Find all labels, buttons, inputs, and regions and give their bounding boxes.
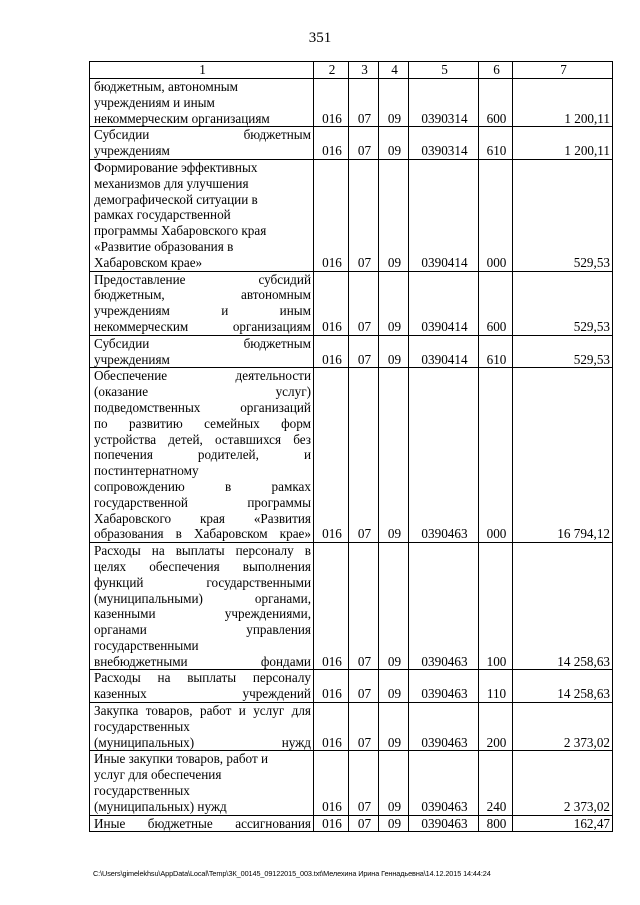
table-row xyxy=(90,815,613,832)
header-cell: 4 xyxy=(379,62,409,79)
row-code-vr-cell: 800 xyxy=(479,815,513,832)
row-code-gr-cell: 016 xyxy=(314,543,349,670)
row-code-pr-cell: 09 xyxy=(379,815,409,832)
row-code-pr-cell: 09 xyxy=(379,543,409,670)
row-code-csr-cell: 0390463 xyxy=(409,815,479,832)
budget-table xyxy=(89,61,613,832)
row-code-pr-cell: 09 xyxy=(379,751,409,815)
row-code-gr-cell: 016 xyxy=(314,271,349,335)
header-cell: 6 xyxy=(479,62,513,79)
row-code-rz-cell: 07 xyxy=(349,815,379,832)
row-code-gr-cell: 016 xyxy=(314,670,349,703)
row-code-csr-cell: 0390314 xyxy=(409,79,479,127)
row-code-pr-cell: 09 xyxy=(379,271,409,335)
row-name-cell: Субсидии бюджетным учреждениям xyxy=(90,335,314,368)
row-code-rz-cell: 07 xyxy=(349,751,379,815)
header-row xyxy=(90,62,613,79)
table-row xyxy=(90,670,613,703)
header-cell: 5 xyxy=(409,62,479,79)
row-code-vr-cell: 610 xyxy=(479,335,513,368)
row-amount-cell: 14 258,63 xyxy=(513,543,613,670)
row-amount-cell: 16 794,12 xyxy=(513,368,613,543)
row-code-gr-cell: 016 xyxy=(314,751,349,815)
row-amount-cell: 1 200,11 xyxy=(513,127,613,160)
table-row xyxy=(90,368,613,543)
table-row xyxy=(90,543,613,670)
row-code-csr-cell: 0390314 xyxy=(409,127,479,160)
row-amount-cell: 14 258,63 xyxy=(513,670,613,703)
row-name-cell: Предоставление субсидий бюджетным, автономным учреждениям и иным некоммерческим организациям xyxy=(90,271,314,335)
row-code-csr-cell: 0390463 xyxy=(409,543,479,670)
row-code-rz-cell: 07 xyxy=(349,271,379,335)
row-code-rz-cell: 07 xyxy=(349,127,379,160)
row-name-cell: бюджетным, автономным учреждениям и иным некоммерческим организациям xyxy=(90,79,314,127)
row-name-cell: Расходы на выплаты персоналу в целях обеспечения выполнения функций государственными (муниципальными) органами, казенными учреждениями, органами управления государственными внебюджетными фондами xyxy=(90,543,314,670)
row-code-vr-cell: 600 xyxy=(479,79,513,127)
row-code-vr-cell: 610 xyxy=(479,127,513,160)
row-code-vr-cell: 110 xyxy=(479,670,513,703)
row-code-csr-cell: 0390463 xyxy=(409,703,479,751)
row-code-gr-cell: 016 xyxy=(314,159,349,271)
table-row xyxy=(90,159,613,271)
row-name-cell: Формирование эффективных механизмов для улучшения демографической ситуации в рамках государственной программы Хабаровского края «Развитие образования в Хабаровском крае» xyxy=(90,159,314,271)
row-name-cell: Закупка товаров, работ и услуг для государственных (муниципальных) нужд xyxy=(90,703,314,751)
row-code-rz-cell: 07 xyxy=(349,335,379,368)
row-name-cell: Расходы на выплаты персоналу казенных учреждений xyxy=(90,670,314,703)
row-name-cell: Иные закупки товаров, работ и услуг для обеспечения государственных (муниципальных) нужд xyxy=(90,751,314,815)
row-code-gr-cell: 016 xyxy=(314,79,349,127)
row-amount-cell: 162,47 xyxy=(513,815,613,832)
table-row xyxy=(90,335,613,368)
row-code-gr-cell: 016 xyxy=(314,335,349,368)
row-code-gr-cell: 016 xyxy=(314,368,349,543)
row-code-vr-cell: 200 xyxy=(479,703,513,751)
row-code-rz-cell: 07 xyxy=(349,159,379,271)
row-amount-cell: 529,53 xyxy=(513,271,613,335)
row-code-rz-cell: 07 xyxy=(349,703,379,751)
row-code-gr-cell: 016 xyxy=(314,703,349,751)
row-code-vr-cell: 000 xyxy=(479,159,513,271)
row-code-pr-cell: 09 xyxy=(379,159,409,271)
row-code-pr-cell: 09 xyxy=(379,127,409,160)
row-code-gr-cell: 016 xyxy=(314,127,349,160)
footer-file-path: C:\Users\gimelekhsu\AppData\Local\Temp\ЗК_00145_09122015_003.txt\Мелехина Ирина Геннадьевна\14.12.2015 14:44:24 xyxy=(93,869,491,878)
row-amount-cell: 1 200,11 xyxy=(513,79,613,127)
row-code-csr-cell: 0390414 xyxy=(409,159,479,271)
row-code-csr-cell: 0390463 xyxy=(409,751,479,815)
row-code-csr-cell: 0390414 xyxy=(409,271,479,335)
row-amount-cell: 2 373,02 xyxy=(513,751,613,815)
row-code-pr-cell: 09 xyxy=(379,335,409,368)
table-row xyxy=(90,79,613,127)
row-code-csr-cell: 0390463 xyxy=(409,670,479,703)
row-code-csr-cell: 0390414 xyxy=(409,335,479,368)
header-cell: 1 xyxy=(90,62,314,79)
row-code-pr-cell: 09 xyxy=(379,79,409,127)
row-code-vr-cell: 240 xyxy=(479,751,513,815)
table-row xyxy=(90,127,613,160)
header-cell: 2 xyxy=(314,62,349,79)
row-name-cell: Субсидии бюджетным учреждениям xyxy=(90,127,314,160)
row-code-rz-cell: 07 xyxy=(349,368,379,543)
header-cell: 3 xyxy=(349,62,379,79)
row-code-rz-cell: 07 xyxy=(349,79,379,127)
row-code-vr-cell: 000 xyxy=(479,368,513,543)
row-code-vr-cell: 100 xyxy=(479,543,513,670)
table-row xyxy=(90,703,613,751)
row-amount-cell: 529,53 xyxy=(513,335,613,368)
table-row xyxy=(90,751,613,815)
row-code-rz-cell: 07 xyxy=(349,543,379,670)
row-name-cell: Иные бюджетные ассигнования xyxy=(90,815,314,832)
row-code-pr-cell: 09 xyxy=(379,670,409,703)
row-code-gr-cell: 016 xyxy=(314,815,349,832)
row-amount-cell: 2 373,02 xyxy=(513,703,613,751)
table-row xyxy=(90,271,613,335)
header-cell: 7 xyxy=(513,62,613,79)
row-code-vr-cell: 600 xyxy=(479,271,513,335)
row-code-pr-cell: 09 xyxy=(379,368,409,543)
row-name-cell: Обеспечение деятельности (оказание услуг) подведомственных организаций по развитию семейных форм устройства детей, оставшихся без попечения родителей, и постинтернатному сопровождению в рамках государственной программы Хабаровского края «Развития образования в Хабаровском крае» xyxy=(90,368,314,543)
row-code-csr-cell: 0390463 xyxy=(409,368,479,543)
row-code-pr-cell: 09 xyxy=(379,703,409,751)
page-number: 351 xyxy=(308,30,332,46)
row-amount-cell: 529,53 xyxy=(513,159,613,271)
row-code-rz-cell: 07 xyxy=(349,670,379,703)
